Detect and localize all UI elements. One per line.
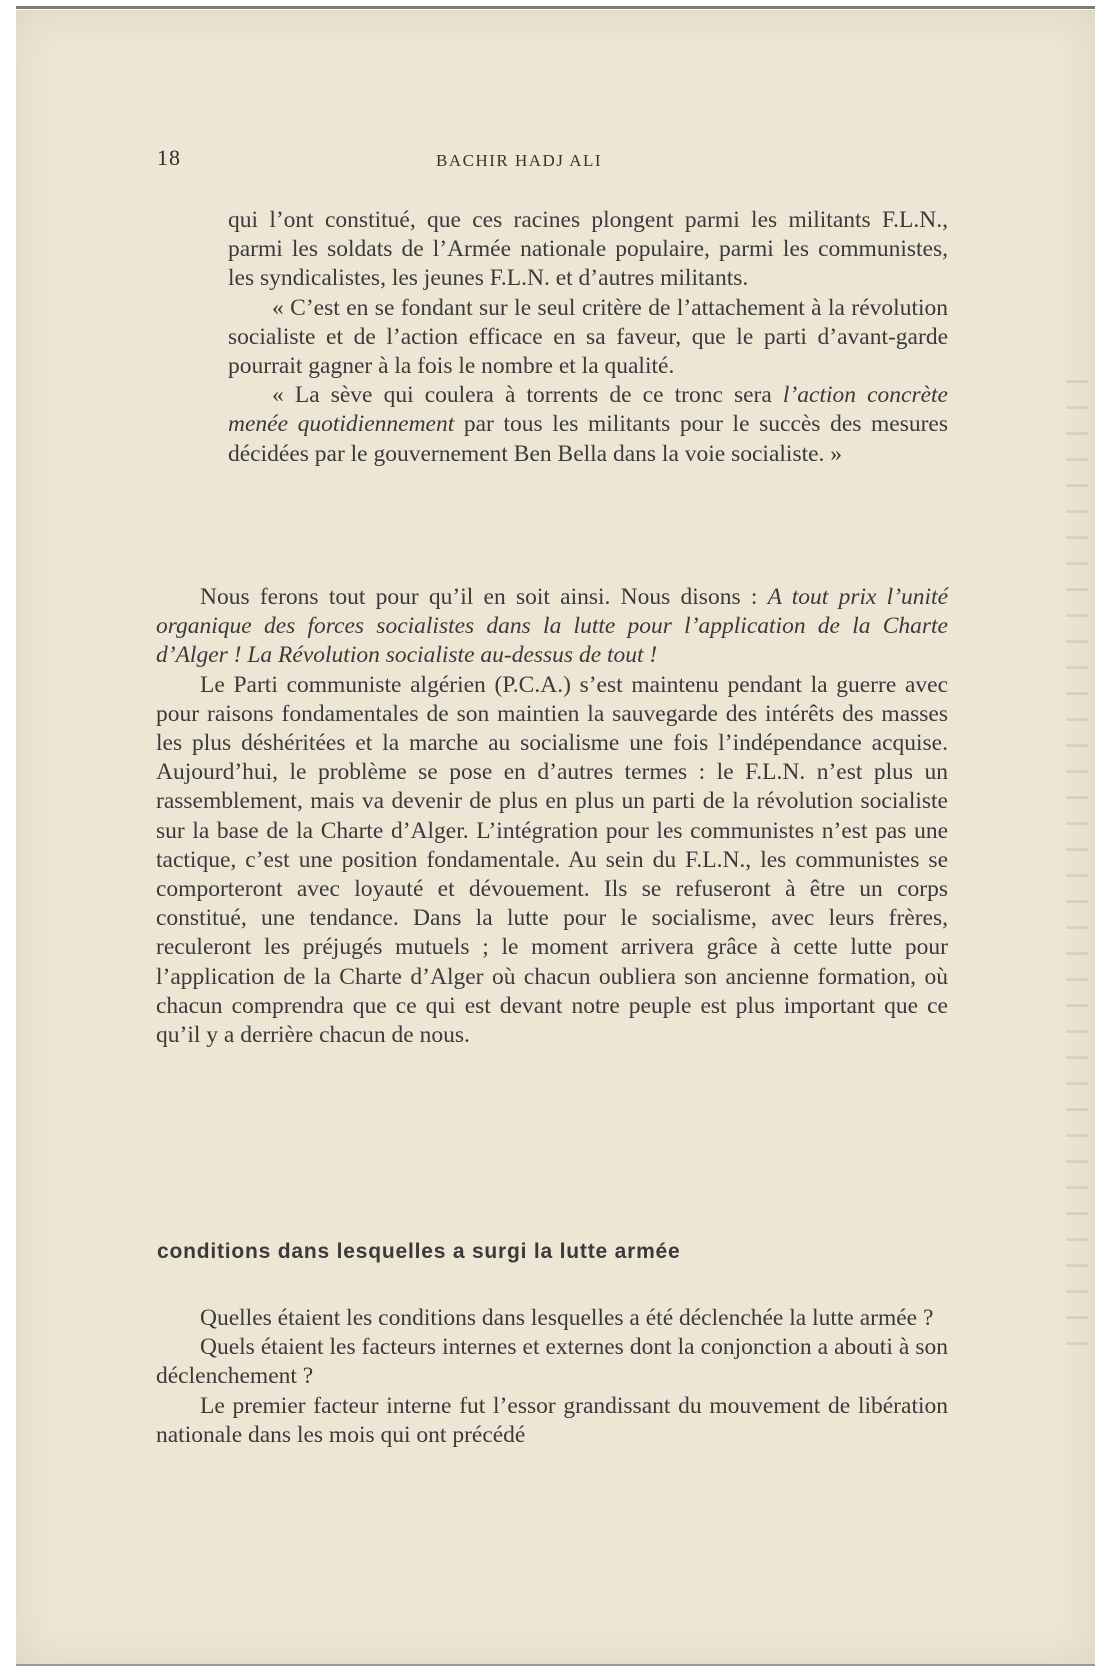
paragraph-text: « La sève qui coulera à torrents de ce tronc sera (272, 382, 783, 409)
paragraph-text: Nous ferons tout pour qu’il en soit ainsi. Nous disons : (200, 584, 768, 610)
paragraph (156, 1333, 948, 1391)
paragraph (156, 1392, 948, 1450)
quotation-block (228, 206, 948, 469)
paragraph-text: Le premier facteur interne fut l’essor grandissant du mouvement de libération nationale dans les mois qui ont précédé (156, 1392, 948, 1448)
paragraph (228, 206, 948, 294)
paragraph-text: par tous les militants pour le succès des mesures décidées par le gouvernement Ben Bella dans la voie socialiste. » (228, 411, 949, 467)
page-top-edge (16, 6, 1095, 9)
page-bottom-edge (16, 1664, 1095, 1666)
running-head (16, 145, 1095, 175)
italic-text: l’action concrète menée quotidiennement (228, 382, 948, 438)
page-edge-wear (1066, 380, 1088, 1360)
paragraph (156, 583, 948, 671)
italic-text: A tout prix l’unité organique des forces socialistes dans la lutte pour l’application de la Charte d’Alger ! La Révolution socialiste au-dessus de tout ! (156, 584, 949, 669)
page-number: 18 (157, 145, 181, 170)
paragraph (228, 294, 948, 382)
paragraph-text: « C’est en se fondant sur le seul critère de l’attachement à la révolution socialiste et de l’action efficace en sa faveur, que le parti d’avant-garde pourrait gagner à la fois le nombre et la qualité. (228, 294, 948, 380)
running-head-author: BACHIR HADJ ALI (436, 151, 603, 170)
section-heading: conditions dans lesquelles a surgi la lutte armée (157, 1240, 681, 1263)
paragraph (156, 671, 948, 1051)
paragraph (228, 381, 948, 469)
body-text (156, 583, 948, 1050)
paragraph-text: Quels étaient les facteurs internes et externes dont la conjonction a abouti à son déclenchement ? (156, 1334, 948, 1390)
paragraph (156, 1304, 948, 1333)
paragraph-text: Le Parti communiste algérien (P.C.A.) s’est maintenu pendant la guerre avec pour raisons fondamentales de son maintien la sauvegarde des intérêts des masses les plus déshéritées et la marche au socialisme une fois l’indépendance acquise. Aujourd’hui, le problème se pose en d’autres termes : le F.L.N. n’est plus un rassemblement, mais va devenir de plus en plus un parti de la révolution socialiste sur la base de la Charte d’Alger. L’intégration pour les communistes n’est pas une tactique, c’est une position fondamentale. Au sein du F.L.N., les communistes se comporteront avec loyauté et dévouement. Ils se refuseront à être un corps constitué, une tendance. Dans la lutte pour le socialisme, avec leurs frères, reculeront les préjugés mutuels ; le moment arrivera grâce à cette lutte pour l’application de la Charte d’Alger où chacun oubliera son ancienne formation, où chacun comprendra que ce qui est devant notre peuple est plus important que ce qu’il y a derrière chacun de nous. (156, 671, 948, 1049)
paragraph-text: Quelles étaient les conditions dans lesquelles a été déclenchée la lutte armée ? (200, 1305, 934, 1331)
paragraph-text: qui l’ont constitué, que ces racines plongent parmi les militants F.L.N., parmi les soldats de l’Armée nationale populaire, parmi les communistes, les syndicalistes, les jeunes F.L.N. et d’autres militants. (228, 207, 948, 292)
section-body-text (156, 1304, 948, 1450)
book-page (16, 10, 1095, 1665)
